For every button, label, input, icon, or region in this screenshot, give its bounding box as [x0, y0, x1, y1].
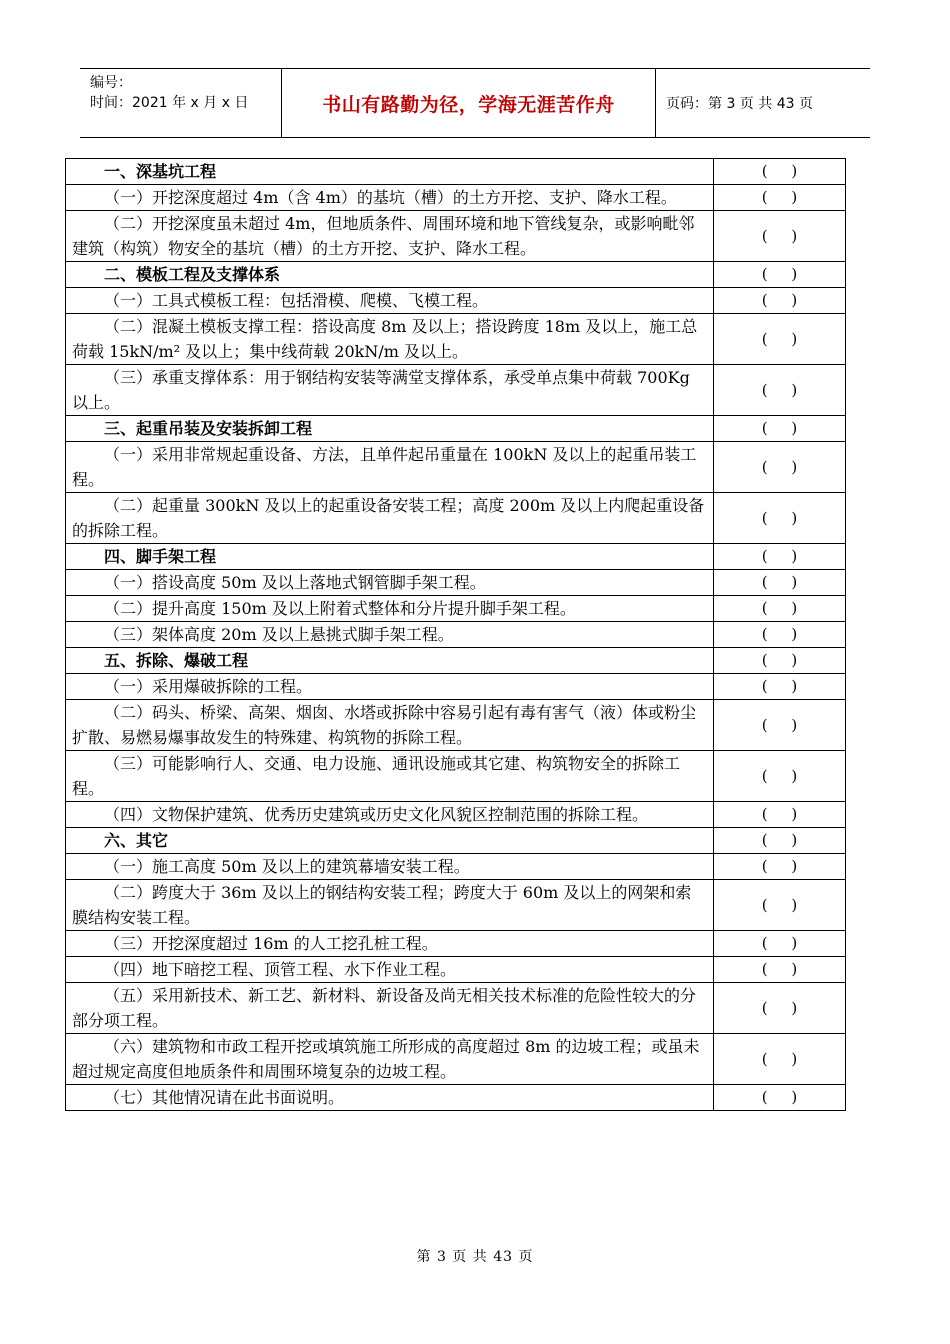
page-footer: 第 3 页 共 43 页: [416, 1249, 534, 1265]
item-text: （一）采用爆破拆除的工程。: [66, 674, 714, 700]
check-mark-field[interactable]: ( ): [714, 1034, 846, 1085]
check-mark-field[interactable]: ( ): [714, 159, 846, 185]
check-mark-field[interactable]: ( ): [714, 185, 846, 211]
check-mark-field[interactable]: ( ): [714, 957, 846, 983]
section-title: 三、起重吊装及安装拆卸工程: [66, 416, 714, 442]
item-text: （二）跨度大于 36m 及以上的钢结构安装工程；跨度大于 60m 及以上的网架和索膜结构安装工程。: [66, 880, 714, 931]
check-mark-field[interactable]: ( ): [714, 493, 846, 544]
item-row: [66, 700, 846, 751]
item-row: [66, 854, 846, 880]
item-text: （二）混凝土模板支撑工程：搭设高度 8m 及以上；搭设跨度 18m 及以上，施工总荷载 15kN/m² 及以上；集中线荷载 20kN/m 及以上。: [66, 314, 714, 365]
item-row: [66, 1034, 846, 1085]
item-text: （四）地下暗挖工程、顶管工程、水下作业工程。: [66, 957, 714, 983]
item-row: [66, 880, 846, 931]
item-row: [66, 674, 846, 700]
check-mark-field[interactable]: ( ): [714, 983, 846, 1034]
header-page-label: 页码：第 3 页 共 43 页: [666, 96, 813, 112]
checklist-body: [66, 159, 846, 1111]
section-title: 六、其它: [66, 828, 714, 854]
item-text: （二）开挖深度虽未超过 4m，但地质条件、周围环境和地下管线复杂，或影响毗邻建筑（构筑）物安全的基坑（槽）的土方开挖、支护、降水工程。: [66, 211, 714, 262]
item-text: （一）采用非常规起重设备、方法，且单件起吊重量在 100kN 及以上的起重吊装工程。: [66, 442, 714, 493]
item-row: [66, 288, 846, 314]
item-row: [66, 365, 846, 416]
item-text: （四）文物保护建筑、优秀历史建筑或历史文化风貌区控制范围的拆除工程。: [66, 802, 714, 828]
check-mark-field[interactable]: ( ): [714, 802, 846, 828]
check-mark-field[interactable]: ( ): [714, 596, 846, 622]
check-mark-field[interactable]: ( ): [714, 544, 846, 570]
section-title: 一、深基坑工程: [66, 159, 714, 185]
item-text: （二）起重量 300kN 及以上的起重设备安装工程；高度 200m 及以上内爬起重设备的拆除工程。: [66, 493, 714, 544]
item-text: （三）可能影响行人、交通、电力设施、通讯设施或其它建、构筑物安全的拆除工程。: [66, 751, 714, 802]
item-text: （三）开挖深度超过 16m 的人工挖孔桩工程。: [66, 931, 714, 957]
section-title: 二、模板工程及支撑体系: [66, 262, 714, 288]
checklist-table: [65, 158, 846, 1111]
check-mark-field[interactable]: ( ): [714, 854, 846, 880]
check-mark-field[interactable]: ( ): [714, 751, 846, 802]
section-row: [66, 262, 846, 288]
item-row: [66, 931, 846, 957]
item-text: （一）搭设高度 50m 及以上落地式钢管脚手架工程。: [66, 570, 714, 596]
item-row: [66, 493, 846, 544]
check-mark-field[interactable]: ( ): [714, 931, 846, 957]
check-mark-field[interactable]: ( ): [714, 622, 846, 648]
check-mark-field[interactable]: ( ): [714, 1085, 846, 1111]
section-row: [66, 648, 846, 674]
item-row: [66, 751, 846, 802]
section-row: [66, 544, 846, 570]
check-mark-field[interactable]: ( ): [714, 570, 846, 596]
check-mark-field[interactable]: ( ): [714, 648, 846, 674]
section-row: [66, 828, 846, 854]
page-header: [80, 68, 870, 138]
item-row: [66, 442, 846, 493]
item-text: （二）码头、桥梁、高架、烟囱、水塔或拆除中容易引起有毒有害气（液）体或粉尘扩散、易燃易爆事故发生的特殊建、构筑物的拆除工程。: [66, 700, 714, 751]
item-row: [66, 1085, 846, 1111]
check-mark-field[interactable]: ( ): [714, 700, 846, 751]
item-row: [66, 570, 846, 596]
item-row: [66, 622, 846, 648]
check-mark-field[interactable]: ( ): [714, 262, 846, 288]
item-text: （三）架体高度 20m 及以上悬挑式脚手架工程。: [66, 622, 714, 648]
document-code-label: 编号：: [90, 75, 132, 91]
document-date-label: 时间：2021 年 x 月 x 日: [90, 95, 249, 111]
item-text: （六）建筑物和市政工程开挖或填筑施工所形成的高度超过 8m 的边坡工程；或虽未超过规定高度但地质条件和周围环境复杂的边坡工程。: [66, 1034, 714, 1085]
item-row: [66, 596, 846, 622]
check-mark-field[interactable]: ( ): [714, 674, 846, 700]
item-row: [66, 185, 846, 211]
check-mark-field[interactable]: ( ): [714, 288, 846, 314]
item-row: [66, 802, 846, 828]
item-text: （二）提升高度 150m 及以上附着式整体和分片提升脚手架工程。: [66, 596, 714, 622]
header-motto: 书山有路勤为径，学海无涯苦作舟: [282, 69, 656, 137]
check-mark-field[interactable]: ( ): [714, 211, 846, 262]
item-text: （五）采用新技术、新工艺、新材料、新设备及尚无相关技术标准的危险性较大的分部分项工程。: [66, 983, 714, 1034]
section-row: [66, 416, 846, 442]
item-text: （一）施工高度 50m 及以上的建筑幕墙安装工程。: [66, 854, 714, 880]
check-mark-field[interactable]: ( ): [714, 442, 846, 493]
item-row: [66, 983, 846, 1034]
item-text: （七）其他情况请在此书面说明。: [66, 1085, 714, 1111]
check-mark-field[interactable]: ( ): [714, 416, 846, 442]
item-row: [66, 957, 846, 983]
header-meta: [80, 69, 282, 137]
section-title: 四、脚手架工程: [66, 544, 714, 570]
item-row: [66, 211, 846, 262]
check-mark-field[interactable]: ( ): [714, 880, 846, 931]
item-text: （三）承重支撑体系：用于钢结构安装等满堂支撑体系，承受单点集中荷载 700Kg 以上。: [66, 365, 714, 416]
section-title: 五、拆除、爆破工程: [66, 648, 714, 674]
item-text: （一）工具式模板工程：包括滑模、爬模、飞模工程。: [66, 288, 714, 314]
item-row: [66, 314, 846, 365]
check-mark-field[interactable]: ( ): [714, 828, 846, 854]
item-text: （一）开挖深度超过 4m（含 4m）的基坑（槽）的土方开挖、支护、降水工程。: [66, 185, 714, 211]
check-mark-field[interactable]: ( ): [714, 365, 846, 416]
check-mark-field[interactable]: ( ): [714, 314, 846, 365]
section-row: [66, 159, 846, 185]
